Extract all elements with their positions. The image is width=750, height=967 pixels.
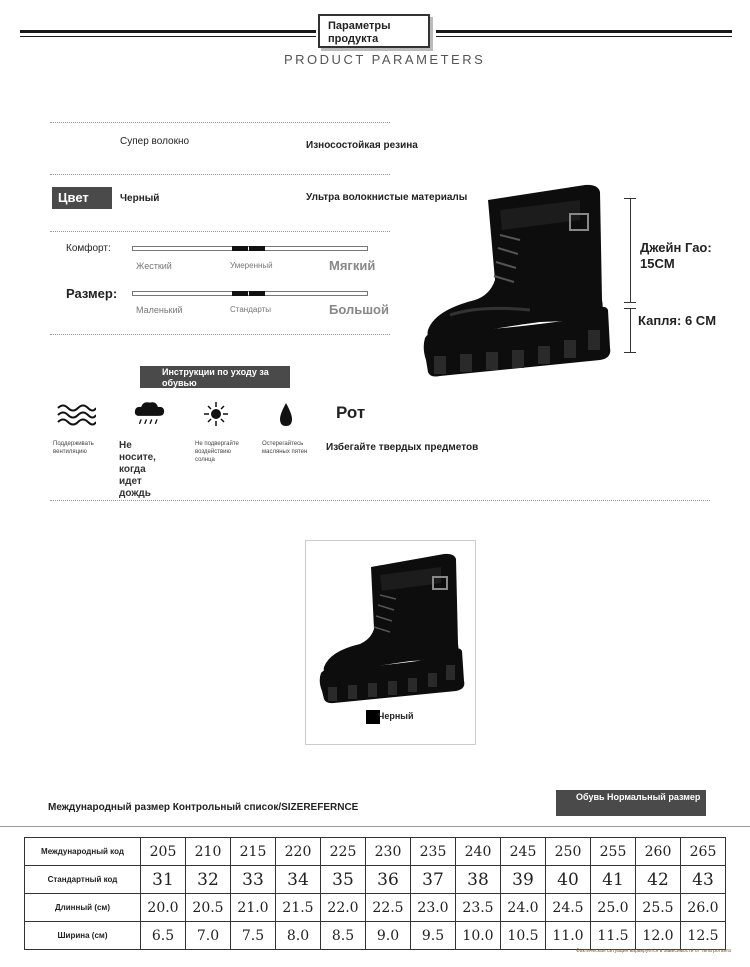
table-cell: 210 xyxy=(186,838,231,866)
size-chart-heading: Международный размер Контрольный список/SIZEREFERNCE xyxy=(48,802,359,813)
table-cell: 11.5 xyxy=(591,922,636,950)
table-cell: 41 xyxy=(591,866,636,894)
size-scale xyxy=(132,291,368,296)
table-cell: 32 xyxy=(186,866,231,894)
table-row xyxy=(25,866,726,894)
divider xyxy=(0,826,750,827)
divider xyxy=(50,334,390,335)
table-cell: 24.0 xyxy=(501,894,546,922)
table-cell: 235 xyxy=(411,838,456,866)
table-cell: 20.5 xyxy=(186,894,231,922)
table-cell: 25.0 xyxy=(591,894,636,922)
dimension-tick xyxy=(624,198,636,199)
header-rule-left xyxy=(20,30,316,33)
table-cell: 6.5 xyxy=(141,922,186,950)
shaft-dimension-line xyxy=(630,198,631,302)
table-cell: 265 xyxy=(681,838,726,866)
table-cell: 9.5 xyxy=(411,922,456,950)
swatch-label: Черный xyxy=(378,711,414,721)
comfort-marker xyxy=(249,246,265,251)
table-cell: 23.0 xyxy=(411,894,456,922)
size-marker xyxy=(232,291,248,296)
table-row xyxy=(25,894,726,922)
divider xyxy=(50,500,710,501)
table-cell: 22.5 xyxy=(366,894,411,922)
page-subtitle: PRODUCT PARAMETERS xyxy=(284,52,486,67)
header-rule-right xyxy=(436,30,732,33)
size-chart-badge: Обувь Нормальный размер xyxy=(556,790,706,816)
upper-material: Супер волокно xyxy=(120,136,190,147)
table-cell: 36 xyxy=(366,866,411,894)
care-text-rain: Не носите, когда идет дождь xyxy=(119,440,156,499)
dimension-tick xyxy=(624,352,636,353)
heel-height: Капля: 6 CM xyxy=(638,313,717,328)
table-row xyxy=(25,838,726,866)
table-cell: 38 xyxy=(456,866,501,894)
heel-dimension-line xyxy=(630,308,631,352)
table-cell: 21.5 xyxy=(276,894,321,922)
table-cell: 7.0 xyxy=(186,922,231,950)
size-large: Большой xyxy=(329,302,389,317)
size-small: Маленький xyxy=(136,305,183,315)
table-row xyxy=(25,922,726,950)
size-chart-note: Фактическая ситуация варьируется в зависимости от типа ротанга xyxy=(576,948,731,954)
table-cell: 245 xyxy=(501,838,546,866)
table-cell: 10.0 xyxy=(456,922,501,950)
care-text-ventilation: Поддерживать вентиляцию xyxy=(53,441,94,455)
header-rule-left-thin xyxy=(20,36,316,37)
comfort-mid: Умеренный xyxy=(230,261,273,270)
table-cell: 220 xyxy=(276,838,321,866)
size-marker xyxy=(249,291,265,296)
swatch-boot-image xyxy=(316,549,466,709)
row-label: Стандартный код xyxy=(25,866,141,894)
table-cell: 7.5 xyxy=(231,922,276,950)
care-text-hard-objects: Избегайте твердых предметов xyxy=(326,442,479,453)
table-cell: 26.0 xyxy=(681,894,726,922)
table-cell: 39 xyxy=(501,866,546,894)
page-title: Параметры продукта xyxy=(318,14,430,48)
divider xyxy=(50,231,390,232)
shaft-height: Джейн Гао: 15CM xyxy=(640,240,712,271)
table-cell: 225 xyxy=(321,838,366,866)
table-cell: 8.0 xyxy=(276,922,321,950)
table-cell: 240 xyxy=(456,838,501,866)
table-cell: 34 xyxy=(276,866,321,894)
dimension-tick xyxy=(624,308,636,309)
pot-label: Рот xyxy=(336,403,366,422)
table-cell: 12.0 xyxy=(636,922,681,950)
table-cell: 205 xyxy=(141,838,186,866)
waves-icon xyxy=(56,400,96,430)
size-table xyxy=(24,837,726,950)
table-cell: 250 xyxy=(546,838,591,866)
table-cell: 230 xyxy=(366,838,411,866)
divider xyxy=(50,122,390,123)
table-cell: 37 xyxy=(411,866,456,894)
comfort-marker xyxy=(232,246,248,251)
table-cell: 8.5 xyxy=(321,922,366,950)
table-cell: 22.0 xyxy=(321,894,366,922)
color-value: Черный xyxy=(120,193,160,204)
table-cell: 24.5 xyxy=(546,894,591,922)
table-cell: 11.0 xyxy=(546,922,591,950)
sun-icon xyxy=(196,400,236,430)
care-text-sun: Не подвергайте воздействию солнца xyxy=(195,441,239,463)
row-label: Международный код xyxy=(25,838,141,866)
color-tag: Цвет xyxy=(52,187,112,209)
table-cell: 42 xyxy=(636,866,681,894)
table-cell: 35 xyxy=(321,866,366,894)
dimension-tick xyxy=(624,302,636,303)
table-cell: 23.5 xyxy=(456,894,501,922)
table-cell: 25.5 xyxy=(636,894,681,922)
table-cell: 9.0 xyxy=(366,922,411,950)
table-cell: 31 xyxy=(141,866,186,894)
table-cell: 40 xyxy=(546,866,591,894)
table-cell: 255 xyxy=(591,838,636,866)
table-cell: 260 xyxy=(636,838,681,866)
care-text-oil: Остерегайтесь масляных пятен xyxy=(262,441,308,455)
boot-image xyxy=(420,180,620,385)
swatch-card xyxy=(305,540,476,745)
table-cell: 21.0 xyxy=(231,894,276,922)
sole-material: Износостойкая резина xyxy=(306,140,418,151)
comfort-low: Жесткий xyxy=(136,261,172,271)
size-standard: Стандарты xyxy=(230,305,272,314)
table-cell: 10.5 xyxy=(501,922,546,950)
row-label: Длинный (см) xyxy=(25,894,141,922)
table-cell: 215 xyxy=(231,838,276,866)
header-rule-right-thin xyxy=(436,36,732,37)
rain-cloud-icon xyxy=(130,400,170,430)
table-cell: 12.5 xyxy=(681,922,726,950)
comfort-scale xyxy=(132,246,368,251)
care-title: Инструкции по уходу за обувью xyxy=(140,366,290,388)
lining-material: Ультра волокнистые материалы xyxy=(306,192,468,203)
drop-icon xyxy=(266,400,306,430)
divider xyxy=(50,174,390,175)
size-label: Размер: xyxy=(66,286,118,301)
row-label: Ширина (см) xyxy=(25,922,141,950)
table-cell: 43 xyxy=(681,866,726,894)
comfort-high: Мягкий xyxy=(329,258,376,273)
table-cell: 20.0 xyxy=(141,894,186,922)
table-cell: 33 xyxy=(231,866,276,894)
comfort-label: Комфорт: xyxy=(66,243,111,254)
